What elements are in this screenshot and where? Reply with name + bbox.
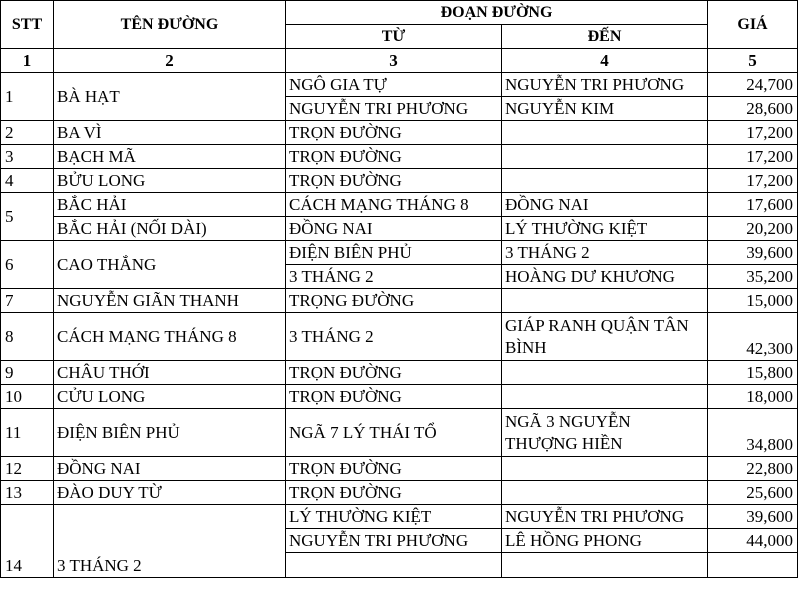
row-to — [502, 169, 708, 193]
row-street-name: CỬU LONG — [54, 385, 286, 409]
row-to: NGUYỄN KIM — [502, 97, 708, 121]
row-street-name: ĐIỆN BIÊN PHỦ — [54, 409, 286, 457]
row-street-name: CÁCH MẠNG THÁNG 8 — [54, 313, 286, 361]
row-to — [502, 145, 708, 169]
row-stt: 14 — [1, 505, 54, 578]
row-from: 3 THÁNG 2 — [286, 313, 502, 361]
column-number: 5 — [708, 49, 798, 73]
row-price: 44,000 — [708, 529, 798, 553]
row-stt: 8 — [1, 313, 54, 361]
table-row — [1, 169, 798, 193]
row-to — [502, 457, 708, 481]
table-row — [1, 409, 798, 457]
row-stt: 2 — [1, 121, 54, 145]
row-from: TRỌN ĐƯỜNG — [286, 481, 502, 505]
table-row — [1, 73, 798, 97]
table-row — [1, 217, 798, 241]
row-from: LÝ THƯỜNG KIỆT — [286, 505, 502, 529]
row-street-name: BA VÌ — [54, 121, 286, 145]
row-street-name: BẠCH MÃ — [54, 145, 286, 169]
row-from: TRỌN ĐƯỜNG — [286, 457, 502, 481]
row-price: 25,600 — [708, 481, 798, 505]
row-price: 15,800 — [708, 361, 798, 385]
row-from: TRỌN ĐƯỜNG — [286, 361, 502, 385]
row-to: LÝ THƯỜNG KIỆT — [502, 217, 708, 241]
row-price: 34,800 — [708, 409, 798, 457]
row-to — [502, 481, 708, 505]
header-den: ĐẾN — [502, 25, 708, 49]
row-stt: 12 — [1, 457, 54, 481]
header-gia: GIÁ — [708, 1, 798, 49]
row-to: GIÁP RANH QUẬN TÂN BÌNH — [502, 313, 708, 361]
column-number-row — [1, 49, 798, 73]
row-from: TRỌN ĐƯỜNG — [286, 121, 502, 145]
row-stt: 1 — [1, 73, 54, 121]
row-from: 3 THÁNG 2 — [286, 265, 502, 289]
row-street-name: 3 THÁNG 2 — [54, 505, 286, 578]
row-price: 22,800 — [708, 457, 798, 481]
header-row-1 — [1, 1, 798, 25]
row-price: 18,000 — [708, 385, 798, 409]
row-price: 17,200 — [708, 169, 798, 193]
header-ten-duong: TÊN ĐƯỜNG — [54, 1, 286, 49]
row-from: ĐỒNG NAI — [286, 217, 502, 241]
row-to: NGÃ 3 NGUYỄN THƯỢNG HIỀN — [502, 409, 708, 457]
row-street-name: CAO THẮNG — [54, 241, 286, 289]
row-price: 20,200 — [708, 217, 798, 241]
row-from: TRỌN ĐƯỜNG — [286, 385, 502, 409]
row-to: LÊ HỒNG PHONG — [502, 529, 708, 553]
row-to: NGUYỄN TRI PHƯƠNG — [502, 73, 708, 97]
row-from: NGUYỄN TRI PHƯƠNG — [286, 529, 502, 553]
row-street-name: BẮC HẢI — [54, 193, 286, 217]
row-from: TRỌN ĐƯỜNG — [286, 145, 502, 169]
row-to — [502, 385, 708, 409]
row-price: 17,200 — [708, 145, 798, 169]
row-street-name: BỬU LONG — [54, 169, 286, 193]
row-stt: 7 — [1, 289, 54, 313]
row-to: NGUYỄN TRI PHƯƠNG — [502, 505, 708, 529]
row-to — [502, 289, 708, 313]
row-from: ĐIỆN BIÊN PHỦ — [286, 241, 502, 265]
row-price: 17,200 — [708, 121, 798, 145]
row-street-name: CHÂU THỚI — [54, 361, 286, 385]
row-price: 15,000 — [708, 289, 798, 313]
row-to: HOÀNG DƯ KHƯƠNG — [502, 265, 708, 289]
column-number: 4 — [502, 49, 708, 73]
row-stt: 6 — [1, 241, 54, 289]
row-to: ĐỒNG NAI — [502, 193, 708, 217]
table-row — [1, 361, 798, 385]
row-stt: 4 — [1, 169, 54, 193]
row-price — [708, 553, 798, 578]
column-number: 3 — [286, 49, 502, 73]
column-number: 1 — [1, 49, 54, 73]
row-price: 17,600 — [708, 193, 798, 217]
header-tu: TỪ — [286, 25, 502, 49]
row-to — [502, 553, 708, 578]
row-stt: 9 — [1, 361, 54, 385]
row-price: 42,300 — [708, 313, 798, 361]
row-street-name: ĐỒNG NAI — [54, 457, 286, 481]
row-price: 35,200 — [708, 265, 798, 289]
table-row — [1, 385, 798, 409]
table-row — [1, 505, 798, 529]
row-stt: 5 — [1, 193, 54, 241]
row-to — [502, 121, 708, 145]
table-row — [1, 457, 798, 481]
row-stt: 11 — [1, 409, 54, 457]
table-row — [1, 289, 798, 313]
table-row — [1, 145, 798, 169]
row-to — [502, 361, 708, 385]
row-from: NGUYỄN TRI PHƯƠNG — [286, 97, 502, 121]
row-to: 3 THÁNG 2 — [502, 241, 708, 265]
table-row — [1, 193, 798, 217]
row-price: 28,600 — [708, 97, 798, 121]
row-street-name: BÀ HẠT — [54, 73, 286, 121]
row-from: TRỌN ĐƯỜNG — [286, 169, 502, 193]
header-stt: STT — [1, 1, 54, 49]
row-price: 39,600 — [708, 241, 798, 265]
row-price: 24,700 — [708, 73, 798, 97]
row-price: 39,600 — [708, 505, 798, 529]
row-from: TRỌNG ĐƯỜNG — [286, 289, 502, 313]
column-number: 2 — [54, 49, 286, 73]
row-street-name: ĐÀO DUY TỪ — [54, 481, 286, 505]
table-row — [1, 241, 798, 265]
row-from — [286, 553, 502, 578]
table-row — [1, 313, 798, 361]
table-row — [1, 121, 798, 145]
row-stt: 13 — [1, 481, 54, 505]
table-row — [1, 481, 798, 505]
row-stt: 10 — [1, 385, 54, 409]
header-doan-duong: ĐOẠN ĐƯỜNG — [286, 1, 708, 25]
row-street-name: NGUYỄN GIÃN THANH — [54, 289, 286, 313]
row-street-name: BẮC HẢI (NỐI DÀI) — [54, 217, 286, 241]
row-from: NGÃ 7 LÝ THÁI TỔ — [286, 409, 502, 457]
row-stt: 3 — [1, 145, 54, 169]
row-from: NGÔ GIA TỰ — [286, 73, 502, 97]
row-from: CÁCH MẠNG THÁNG 8 — [286, 193, 502, 217]
